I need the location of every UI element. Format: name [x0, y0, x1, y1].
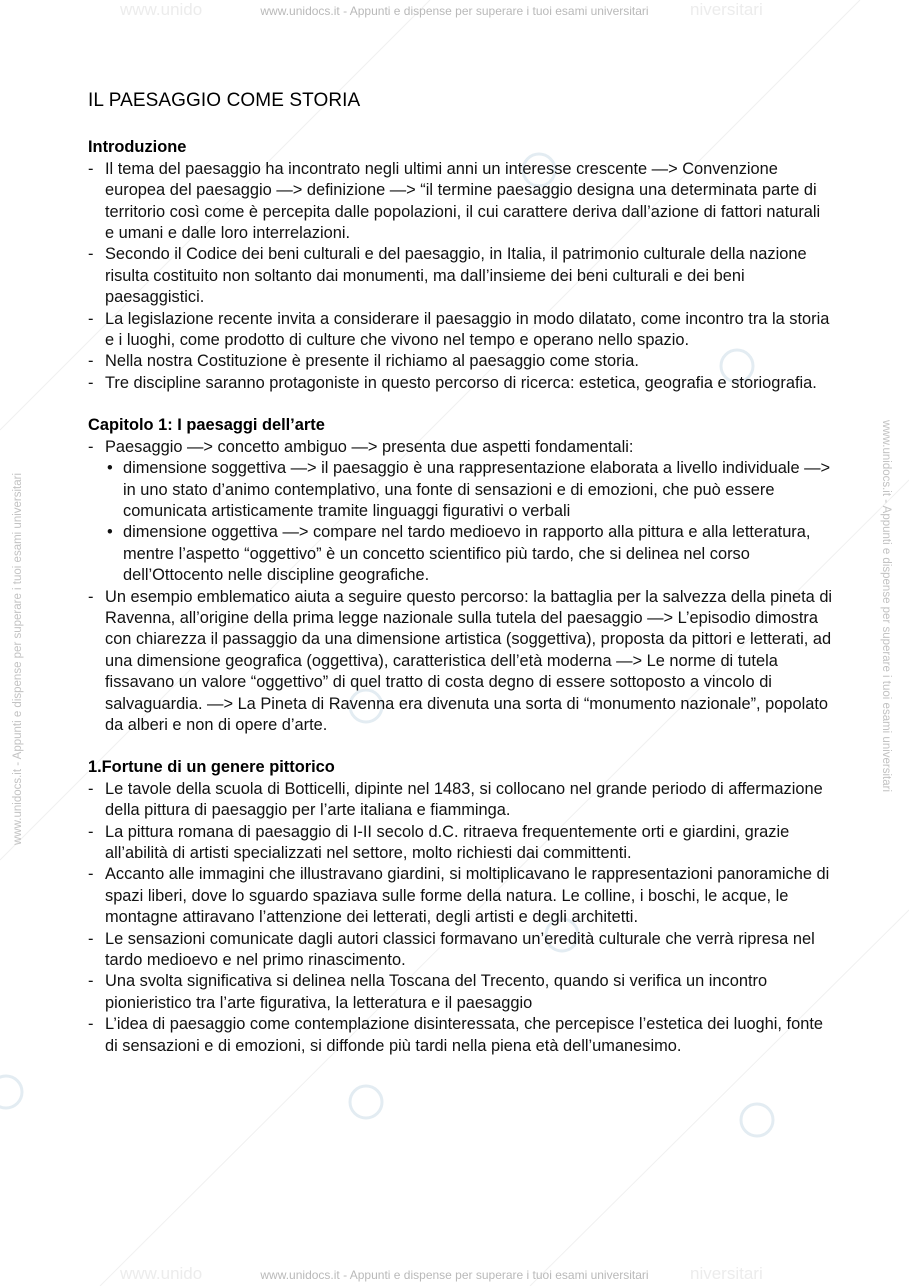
sub-list-item: • dimensione oggettiva —> compare nel tardo medioevo in rapporto alla pittura e alla letteratura, mentre l’aspetto “oggettivo” è un concetto scientifico più tardo, che si delinea nel corso dell’Ottocento nelle discipline geografiche. [105, 522, 833, 586]
footer-watermark-text: www.unidocs.it - Appunti e dispense per superare i tuoi esami universitari [260, 1268, 649, 1282]
footer-ghost-left: www.unido [120, 1264, 203, 1283]
document-body [88, 90, 833, 1078]
list-item: - Le sensazioni comunicate dagli autori classici formavano un’eredità culturale che verrà ripresa nel tardo medioevo e nel primo rinascimento. [88, 929, 833, 972]
header-ghost-right: niversitari [690, 0, 763, 19]
section-heading: Capitolo 1: I paesaggi dell’arte [88, 416, 325, 435]
bullet-list [88, 159, 833, 394]
header-ghost-left: www.unido [120, 0, 203, 19]
list-item: - La legislazione recente invita a considerare il paesaggio in modo dilatato, come incontro tra la storia e i luoghi, come prodotto di culture che vivono nel tempo e operano nello spazio. [88, 309, 833, 352]
document-title: IL PAESAGGIO COME STORIA [88, 90, 361, 111]
footer-watermark [0, 1264, 909, 1283]
footer-ghost-right: niversitari [690, 1264, 763, 1283]
bullet-list [88, 779, 833, 1057]
side-watermark-left: www.unidocs.it - Appunti e dispense per superare i tuoi esami universitari [12, 472, 24, 845]
list-item: - Secondo il Codice dei beni culturali e del paesaggio, in Italia, il patrimonio culturale della nazione risulta costituito non soltanto dai monumenti, ma dall’insieme dei beni culturali e dei beni paesaggistici. [88, 244, 833, 308]
sub-list-item: • dimensione soggettiva —> il paesaggio è una rappresentazione elaborata a livello individuale —> in uno stato d’animo contemplativo, una fonte di sensazioni e di emozioni, che può essere comunicata artisticamente tramite linguaggi figurativi o verbali [105, 458, 833, 522]
list-item: - Un esempio emblematico aiuta a seguire questo percorso: la battaglia per la salvezza della pineta di Ravenna, all’origine della prima legge nazionale sulla tutela del paesaggio —> L’episodio dimostra con chiarezza il passaggio da una dimensione artistica (soggettiva), proposta da pittori e letterati, ad una dimensione geografica (oggettiva), caratteristica dell’età moderna —> Le norme di tutela fissavano un valore “oggettivo” di quel tratto di costa degno di essere sottoposto a vincolo di salvaguardia. —> La Pineta di Ravenna era divenuta una sorta di “monumento nazionale”, popolato da alberi e non di opere d’arte. [88, 587, 833, 737]
list-item: - Nella nostra Costituzione è presente il richiamo al paesaggio come storia. [88, 351, 833, 372]
bullet-list [88, 437, 833, 737]
list-item: - Il tema del paesaggio ha incontrato negli ultimi anni un interesse crescente —> Convenzione europea del paesaggio —> definizione —> “il termine paesaggio designa una determinata parte di territorio così come è percepita dalle popolazioni, il cui carattere deriva dall’azione di fattori naturali e umani e dalle loro interrelazioni. [88, 159, 833, 245]
section-heading: Introduzione [88, 138, 187, 157]
list-item: - L’idea di paesaggio come contemplazione disinteressata, che percepisce l’estetica dei luoghi, fonte di sensazioni e di emozioni, si diffonde più tardi nella piena età dell’umanesimo. [88, 1014, 833, 1057]
side-watermark-right: www.unidocs.it - Appunti e dispense per superare i tuoi esami universitari [880, 420, 892, 793]
list-item [88, 437, 833, 587]
list-item: - Una svolta significativa si delinea nella Toscana del Trecento, quando si verifica un incontro pionieristico tra l’arte figurativa, la letteratura e il paesaggio [88, 971, 833, 1014]
list-item: - Tre discipline saranno protagoniste in questo percorso di ricerca: estetica, geografia e storiografia. [88, 373, 833, 394]
header-watermark-text: www.unidocs.it - Appunti e dispense per superare i tuoi esami universitari [260, 4, 649, 18]
section-introduzione [88, 137, 833, 394]
section-capitolo-1 [88, 415, 833, 736]
list-item: - La pittura romana di paesaggio di I-II secolo d.C. ritraeva frequentemente orti e giardini, grazie all’abilità di artisti specializzati nel settore, molto richiesti dai committenti. [88, 822, 833, 865]
header-watermark [0, 0, 909, 19]
list-item: - Le tavole della scuola di Botticelli, dipinte nel 1483, si collocano nel grande periodo di affermazione della pittura di paesaggio per l’arte italiana e fiamminga. [88, 779, 833, 822]
section-heading: 1.Fortune di un genere pittorico [88, 758, 335, 777]
section-fortune-genere-pittorico [88, 757, 833, 1057]
list-item: - Accanto alle immagini che illustravano giardini, si moltiplicavano le rappresentazioni panoramiche di spazi liberi, dove lo sguardo spaziava sulle forme della natura. Le colline, i boschi, le acque, le montagne attiravano l’attenzione dei letterati, degli artisti e degli architetti. [88, 864, 833, 928]
sub-bullet-list [105, 458, 833, 586]
list-item-text: Paesaggio —> concetto ambiguo —> presenta due aspetti fondamentali: [105, 437, 634, 456]
